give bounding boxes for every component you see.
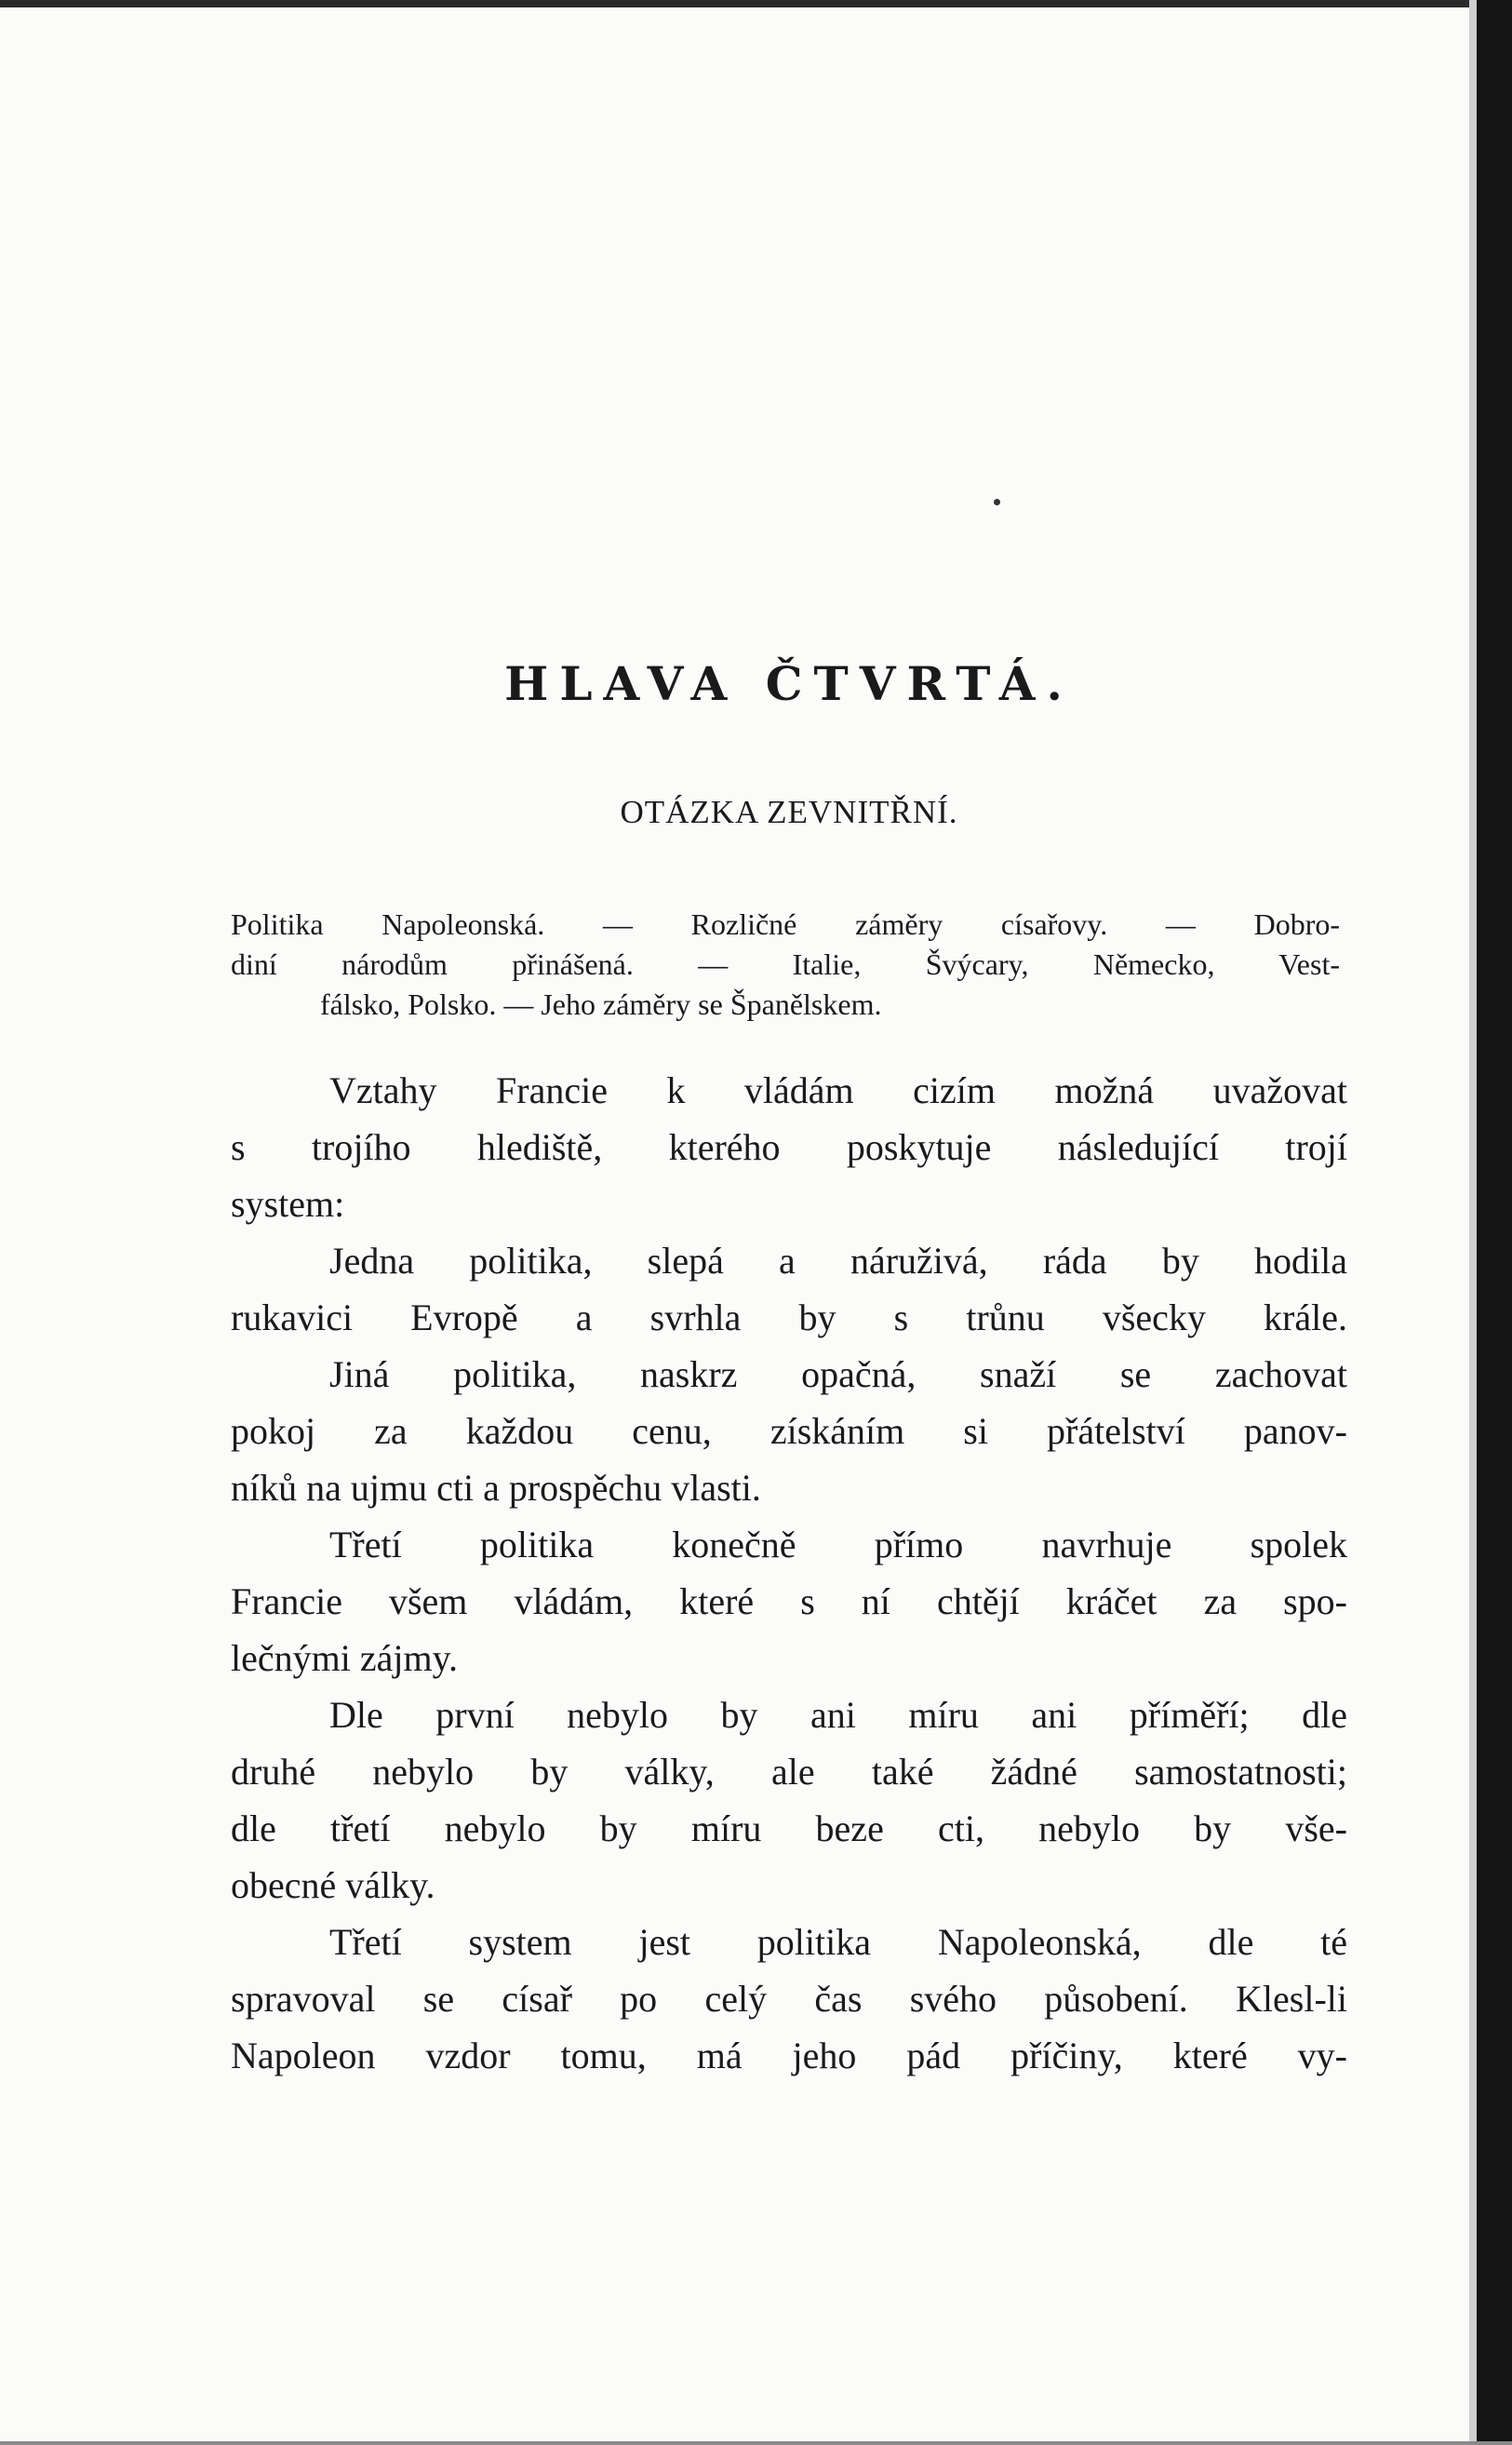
body-line: system: (231, 1183, 345, 1225)
chapter-content (231, 652, 1347, 2084)
body-line: Třetí system jest politika Napoleonská, dle té (329, 1921, 1347, 1963)
chapter-subtitle: OTÁZKA ZEVNITŘNÍ. (620, 794, 958, 830)
summary-line: diní národům přinášená. — Italie, Švýcary, Německo, Vest- (231, 947, 1340, 981)
body-line: lečnými zájmy. (231, 1637, 458, 1679)
body-line: Jedna politika, slepá a náruživá, ráda by hodila (329, 1240, 1347, 1282)
summary-line: Politika Napoleonská. — Rozličné záměry císařovy. — Dobro- (231, 907, 1340, 941)
scan-bottom-edge (0, 2441, 1512, 2445)
body-line: dle třetí nebylo by míru beze cti, nebylo by vše- (231, 1807, 1347, 1849)
body-line: Třetí politika konečně přímo navrhuje spolek (329, 1524, 1347, 1565)
scan-speck (994, 499, 1000, 505)
body-line: pokoj za každou cenu, získáním si přátelství panov- (231, 1410, 1347, 1452)
chapter-summary (231, 905, 1347, 1025)
body-line: Francie všem vládám, které s ní chtějí kráčet za spo- (231, 1580, 1347, 1622)
scan-page-edge (1469, 0, 1477, 2445)
body-line: obecné války. (231, 1864, 435, 1906)
body-line: níků na ujmu cti a prospěchu vlasti. (231, 1467, 761, 1509)
chapter-title: HLAVA ČTVRTÁ. (504, 656, 1074, 711)
body-line: Jiná politika, naskrz opačná, snaží se zachovat (329, 1353, 1347, 1395)
body-line: Vztahy Francie k vládám cizím možná uvažovat (329, 1069, 1347, 1111)
body-text (231, 1062, 1347, 2084)
summary-line: fálsko, Polsko. — Jeho záměry se Španělskem. (320, 987, 882, 1021)
scan-right-border (1477, 0, 1512, 2445)
body-line: spravoval se císař po celý čas svého působení. Klesl-li (231, 1978, 1347, 2020)
body-line: s trojího hlediště, kterého poskytuje následující trojí (231, 1126, 1347, 1168)
body-line: rukavici Evropě a svrhla by s trůnu všecky krále. (231, 1296, 1347, 1338)
body-line: druhé nebylo by války, ale také žádné samostatnosti; (231, 1751, 1347, 1793)
body-line: Dle první nebylo by ani míru ani příměří; dle (329, 1694, 1347, 1736)
scan-top-edge (0, 0, 1512, 7)
body-line: Napoleon vzdor tomu, má jeho pád příčiny, které vy- (231, 2035, 1347, 2076)
